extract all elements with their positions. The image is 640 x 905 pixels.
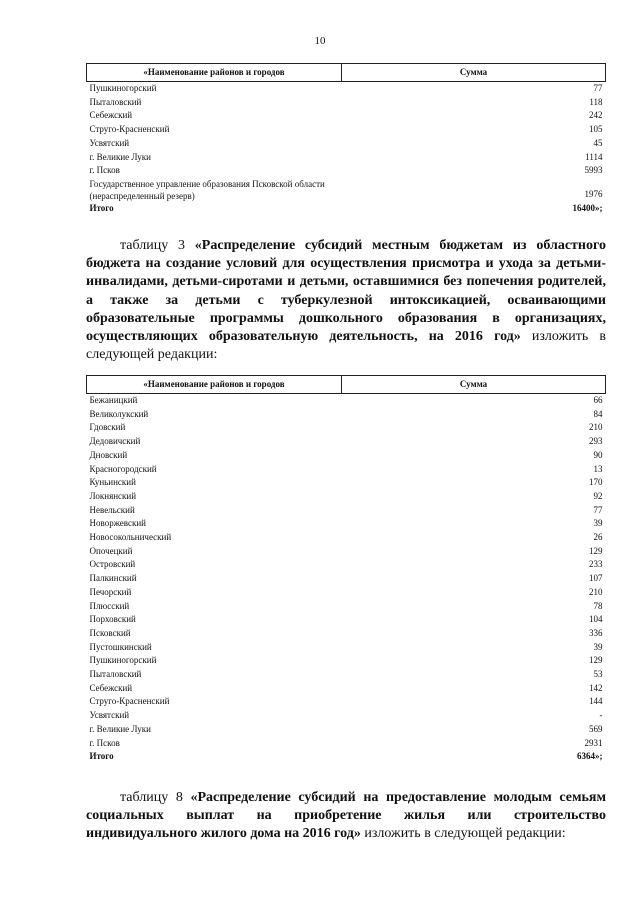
district-name: Печорский <box>89 586 132 597</box>
district-name: Великолукский <box>89 408 149 419</box>
page-number: 10 <box>314 35 326 47</box>
district-name: Пыталовский <box>89 669 142 680</box>
district-name: Себежский <box>89 682 133 693</box>
table-row <box>87 737 606 751</box>
table-row <box>87 668 606 682</box>
table-8-title: «Распределение субсидий на предоставление молодым семьям социальных выплат на приобретение жилья или строительство индивидуального жилого дома на 2016 год» <box>86 790 606 842</box>
table-row <box>87 586 606 600</box>
district-name: г. Великие Луки <box>89 151 151 162</box>
district-name: Дновский <box>89 449 128 460</box>
district-name: Плюсский <box>89 600 130 611</box>
table-row <box>87 627 606 641</box>
table-row <box>87 394 606 408</box>
district-name: Бежаницкий <box>89 395 138 405</box>
subsidy-amount: 129 <box>589 655 603 666</box>
subsidy-amount: - <box>599 710 603 721</box>
district-name: Усвятский <box>89 710 130 721</box>
subsidy-amount: 77 <box>593 83 603 93</box>
subsidy-amount: 210 <box>589 422 603 433</box>
district-name: Усвятский <box>89 137 130 148</box>
table-row <box>87 449 606 463</box>
table-row <box>87 572 606 586</box>
table-header-row <box>87 64 606 82</box>
subsidy-amount: 2931 <box>584 737 603 748</box>
district-name: Струго-Красненский <box>89 696 170 707</box>
subsidy-amount: 26 <box>593 532 603 543</box>
table-row <box>87 558 606 572</box>
district-name: Невельский <box>89 504 135 515</box>
subsidy-amount: 210 <box>589 586 603 597</box>
district-name: Пушкиногорский <box>89 83 157 93</box>
district-name: Красногородский <box>89 463 157 474</box>
subsidy-amount: 104 <box>589 614 603 625</box>
district-name: Псковский <box>89 627 131 638</box>
column-header-name: «Наименование районов и городов <box>87 376 342 394</box>
subsidy-amount: 39 <box>593 641 603 652</box>
column-header-sum: Сумма <box>342 376 606 394</box>
table-row <box>87 613 606 627</box>
total-row <box>87 202 606 216</box>
table-row <box>87 654 606 668</box>
subsidy-amount: 13 <box>593 463 603 474</box>
subsidy-amount: 118 <box>589 96 603 107</box>
total-row <box>87 750 606 764</box>
subsidy-amount: 92 <box>593 490 603 501</box>
subsidy-amount: 90 <box>593 449 603 460</box>
preschool-subsidy-table <box>86 375 606 764</box>
table-row <box>87 517 606 531</box>
paragraph-prefix: таблицу 8 <box>120 790 191 805</box>
table-header-row <box>87 376 606 394</box>
subsidy-amount: 242 <box>589 110 603 121</box>
total-label: Итого <box>89 751 114 762</box>
table-row <box>87 408 606 422</box>
total-value: 16400»; <box>572 202 603 213</box>
total-label: Итого <box>89 202 114 213</box>
subsidy-amount: 53 <box>593 669 603 680</box>
paragraph-suffix: изложить в следующей редакции: <box>86 329 606 363</box>
table-row <box>87 723 606 737</box>
column-header-name: «Наименование районов и городов <box>87 64 342 82</box>
table-row <box>87 504 606 518</box>
table-row <box>87 109 606 123</box>
subsidy-amount: 39 <box>593 518 603 529</box>
subsidy-amount: 144 <box>589 696 603 707</box>
table-row <box>87 531 606 545</box>
table-row <box>87 709 606 723</box>
subsidy-amount: 45 <box>593 137 603 148</box>
table-row <box>87 421 606 435</box>
table-row <box>87 123 606 137</box>
district-name: Гдовский <box>89 422 126 433</box>
district-name: Струго-Красненский <box>89 124 170 135</box>
table-row <box>87 82 606 96</box>
subsidy-amount: 129 <box>589 545 603 556</box>
amendment-paragraph-table-8 <box>86 789 606 844</box>
table-row <box>87 435 606 449</box>
table-row <box>87 178 606 202</box>
district-name: Палкинский <box>89 573 137 584</box>
subsidy-amount: 5993 <box>584 165 603 176</box>
table-row <box>87 695 606 709</box>
table-row <box>87 682 606 696</box>
paragraph-suffix: изложить в следующей редакции: <box>360 826 566 842</box>
subsidy-amount: 293 <box>589 436 603 447</box>
district-name: Пустошкинский <box>89 641 152 652</box>
subsidy-amount: 142 <box>589 682 603 693</box>
table-row <box>87 641 606 655</box>
subsidy-amount: 78 <box>593 600 603 611</box>
district-name: Порховский <box>89 614 136 625</box>
table-row <box>87 164 606 178</box>
subsidy-amount: 233 <box>589 559 603 570</box>
table-row <box>87 151 606 165</box>
paragraph-prefix: таблицу 3 <box>120 238 195 253</box>
district-name: Куньинский <box>89 477 136 488</box>
district-name: Пыталовский <box>89 96 142 107</box>
district-name: Локнянский <box>89 490 137 501</box>
subsidy-amount: 77 <box>593 504 603 515</box>
table-row <box>87 545 606 559</box>
table-row <box>87 476 606 490</box>
table-row <box>87 463 606 477</box>
table-row <box>87 600 606 614</box>
district-name: Опочецкий <box>89 545 133 556</box>
subsidy-table-continued <box>86 63 606 216</box>
subsidy-amount: 66 <box>593 395 603 405</box>
subsidy-amount: 84 <box>593 408 603 419</box>
column-header-sum: Сумма <box>342 64 606 82</box>
total-value: 6364»; <box>577 751 603 762</box>
subsidy-amount: 1976 <box>584 189 603 200</box>
district-name: г. Великие Луки <box>89 723 151 734</box>
subsidy-amount: 170 <box>589 477 603 488</box>
district-name: г. Псков <box>89 165 120 176</box>
district-name: Новосокольнический <box>89 532 172 543</box>
table-3-title: «Распределение субсидий местным бюджетам из областного бюджета на создание условий для осуществления присмотра и ухода за детьми-инвалидами, детьми-сиротами и детьми, оставшимися без попечения родителей, а также за детьми с туберкулезной интоксикацией, осваивающими образовательные программы дошкольного образования в организациях, осуществляющих образовательную деятельность, на 2016 год» <box>86 238 606 345</box>
subsidy-amount: 336 <box>589 627 603 638</box>
district-name: Себежский <box>89 110 133 121</box>
subsidy-amount: 569 <box>589 723 603 734</box>
subsidy-amount: 107 <box>589 573 603 584</box>
district-name: Островский <box>89 559 136 570</box>
amendment-paragraph-table-3 <box>86 237 606 364</box>
subsidy-amount: 1114 <box>585 151 603 162</box>
district-name: г. Псков <box>89 737 120 748</box>
district-name: Пушкиногорский <box>89 655 157 666</box>
district-name: Дедовичский <box>89 436 141 447</box>
subsidy-amount: 105 <box>589 124 603 135</box>
district-name: Новоржевский <box>89 518 146 529</box>
district-name: Государственное управление образования Псковской области (нераспределенный резерв) <box>89 178 325 201</box>
table-row <box>87 96 606 110</box>
table-row <box>87 137 606 151</box>
table-row <box>87 490 606 504</box>
